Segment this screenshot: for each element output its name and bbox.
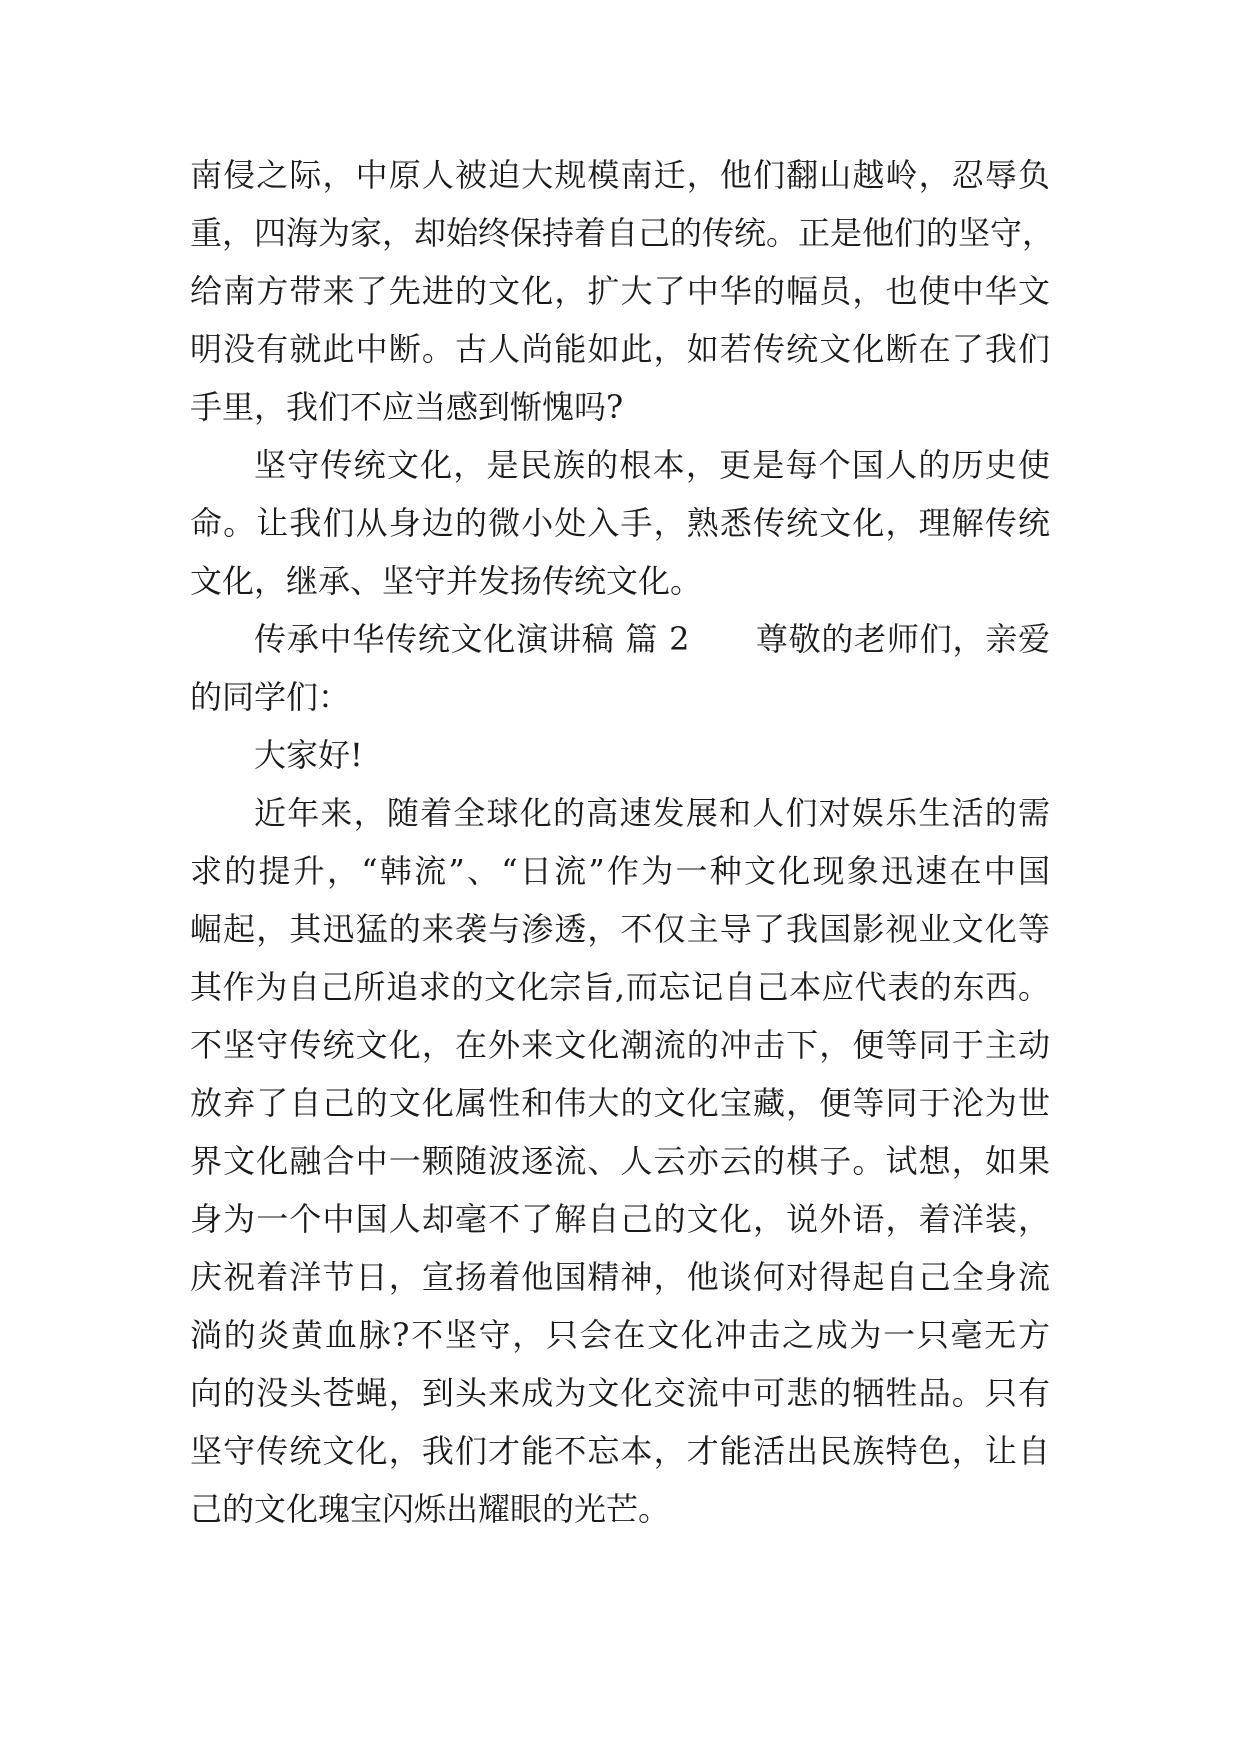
text-line: 界文化融合中一颗随波逐流、人云亦云的棋子。试想，如果 <box>190 1142 1050 1180</box>
text-line: 的同学们： <box>190 678 351 716</box>
text-line: 淌的炎黄血脉?不坚守，只会在文化冲击之成为一只毫无方 <box>190 1316 1050 1354</box>
text-line: 明没有就此中断。古人尚能如此，如若传统文化断在了我们 <box>190 330 1050 368</box>
section-heading-line: 传承中华传统文化演讲稿 篇 2 尊敬的老师们，亲爱 <box>254 620 1050 658</box>
text-line: 崛起，其迅猛的来袭与渗透，不仅主导了我国影视业文化等 <box>190 910 1050 948</box>
text-line: 求的提升，“韩流”、“日流”作为一种文化现象迅速在中国 <box>190 852 1050 890</box>
text-line: 己的文化瑰宝闪烁出耀眼的光芒。 <box>190 1490 671 1528</box>
text-line: 坚守传统文化，我们才能不忘本，才能活出民族特色，让自 <box>190 1432 1050 1470</box>
text-line: 坚守传统文化，是民族的根本，更是每个国人的历史使 <box>254 446 1050 484</box>
text-line: 庆祝着洋节日，宣扬着他国精神，他谈何对得起自己全身流 <box>190 1258 1050 1296</box>
text-line: 文化，继承、坚守并发扬传统文化。 <box>190 562 703 600</box>
text-line: 身为一个中国人却毫不了解自己的文化，说外语，着洋装， <box>190 1200 1050 1238</box>
text-line: 南侵之际，中原人被迫大规模南迁，他们翻山越岭，忍辱负 <box>190 156 1050 194</box>
text-line: 手里，我们不应当感到惭愧吗? <box>190 388 624 426</box>
text-line: 重，四海为家，却始终保持着自己的传统。正是他们的坚守， <box>190 214 1055 252</box>
text-line: 命。让我们从身边的微小处入手，熟悉传统文化，理解传统 <box>190 504 1050 542</box>
text-line: 给南方带来了先进的文化，扩大了中华的幅员，也使中华文 <box>190 272 1050 310</box>
text-line: 其作为自己所追求的文化宗旨,而忘记自己本应代表的东西。 <box>190 968 1050 1006</box>
text-line: 不坚守传统文化，在外来文化潮流的冲击下，便等同于主动 <box>190 1026 1050 1064</box>
greeting-line: 大家好! <box>254 736 363 774</box>
text-line: 放弃了自己的文化属性和伟大的文化宝藏，便等同于沦为世 <box>190 1084 1050 1122</box>
text-line: 近年来，随着全球化的高速发展和人们对娱乐生活的需 <box>254 794 1050 832</box>
text-line: 向的没头苍蝇，到头来成为文化交流中可悲的牺牲品。只有 <box>190 1374 1050 1412</box>
